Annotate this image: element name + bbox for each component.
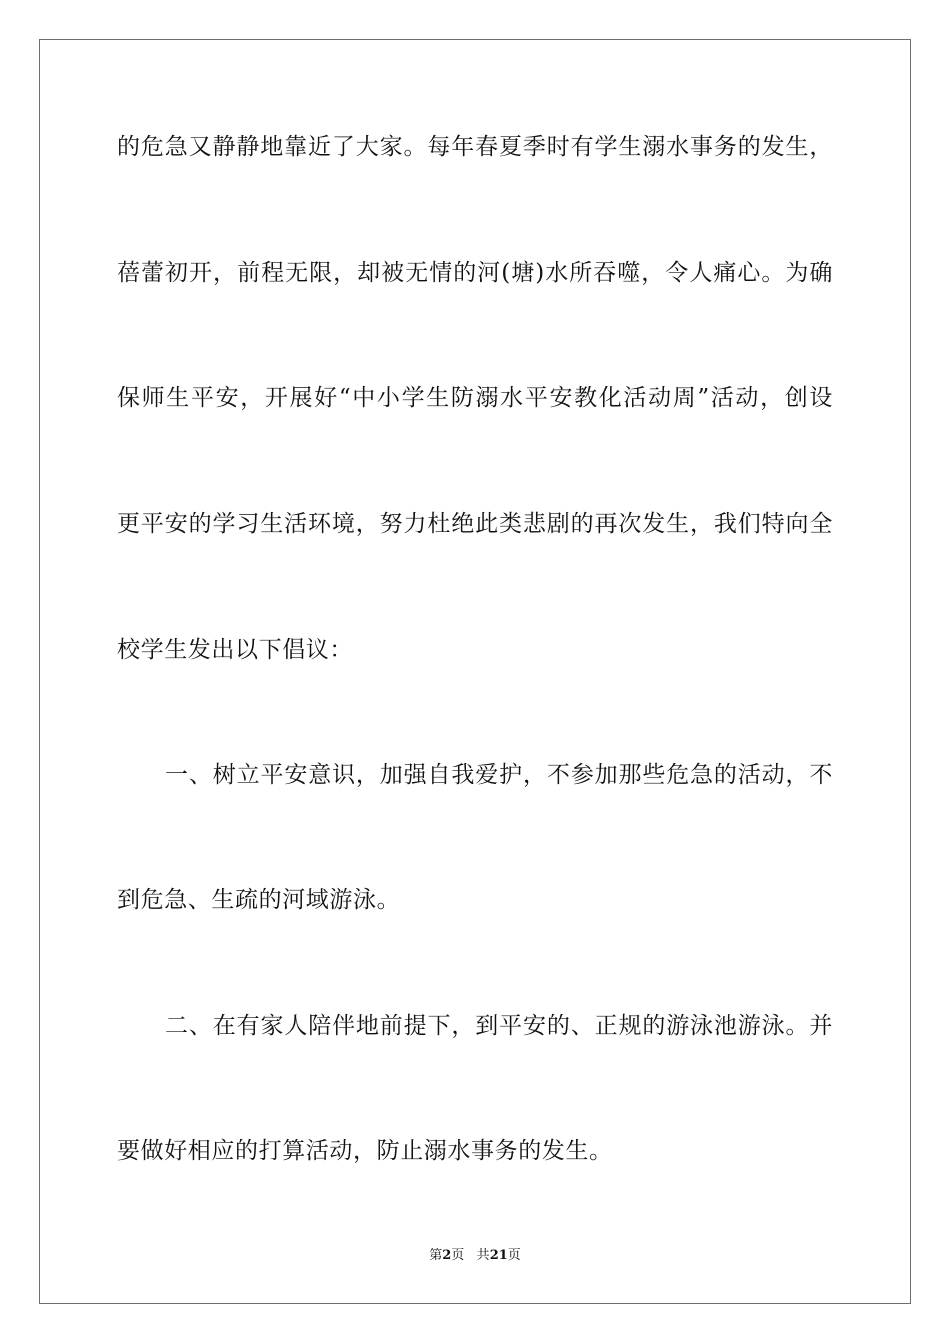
body-line-5: 校学生发出以下倡议： <box>117 637 353 663</box>
footer-page-number: 2 <box>442 1248 452 1263</box>
footer-total-pages: 21 <box>489 1248 508 1263</box>
body-line-4: 更平安的学习生活环境，努力杜绝此类悲剧的再次发生，我们特向全 <box>117 511 833 537</box>
page-border <box>39 39 911 1304</box>
footer-total-prefix: 共 <box>476 1248 490 1263</box>
body-line-3: 保师生平安，开展好“中小学生防溺水平安教化活动周”活动，创设 <box>117 385 833 411</box>
item-two-line-2: 要做好相应的打算活动，防止溺水事务的发生。 <box>117 1138 613 1164</box>
item-one-line-1: 一、树立平安意识，加强自我爱护，不参加那些危急的活动，不 <box>165 762 833 788</box>
footer-page-suffix: 页 <box>451 1248 465 1263</box>
page-footer <box>0 1247 950 1265</box>
footer-total-suffix: 页 <box>507 1248 521 1263</box>
item-one-line-2: 到危急、生疏的河域游泳。 <box>117 887 401 913</box>
item-two-line-1: 二、在有家人陪伴地前提下，到平安的、正规的游泳池游泳。并 <box>165 1013 833 1039</box>
footer-page-prefix: 第 <box>429 1248 443 1263</box>
body-line-1: 的危急又静静地靠近了大家。每年春夏季时有学生溺水事务的发生， <box>117 134 833 160</box>
body-line-2: 蓓蕾初开，前程无限，却被无情的河(塘)水所吞噬，令人痛心。为确 <box>117 260 833 286</box>
